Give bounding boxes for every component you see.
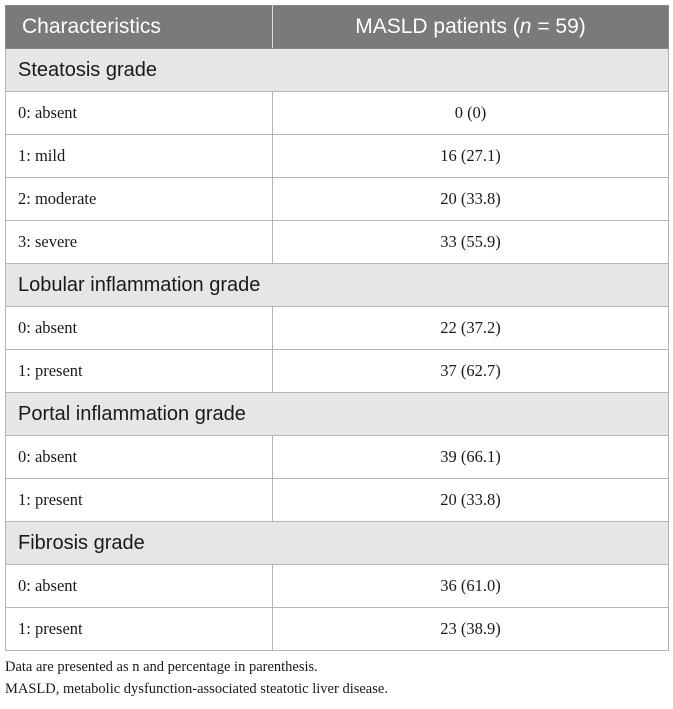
characteristics-table-container bbox=[5, 5, 668, 651]
row-value: 20 (33.8) bbox=[273, 178, 669, 221]
table-row bbox=[6, 565, 669, 608]
table-row bbox=[6, 221, 669, 264]
table-row bbox=[6, 350, 669, 393]
table-row bbox=[6, 608, 669, 651]
table-row bbox=[6, 178, 669, 221]
row-label: 0: absent bbox=[6, 565, 273, 608]
row-label: 0: absent bbox=[6, 307, 273, 350]
section-row-steatosis bbox=[6, 49, 669, 92]
header-masld-prefix: MASLD patients ( bbox=[355, 15, 520, 38]
row-value: 16 (27.1) bbox=[273, 135, 669, 178]
footnote-masld-abbreviation: MASLD, metabolic dysfunction-associated steatotic liver disease. bbox=[5, 681, 388, 697]
row-value: 0 (0) bbox=[273, 92, 669, 135]
row-label: 3: severe bbox=[6, 221, 273, 264]
table-row bbox=[6, 135, 669, 178]
table-row bbox=[6, 479, 669, 522]
table-row bbox=[6, 307, 669, 350]
section-title: Portal inflammation grade bbox=[6, 393, 669, 436]
row-label: 1: mild bbox=[6, 135, 273, 178]
section-title: Steatosis grade bbox=[6, 49, 669, 92]
section-title: Fibrosis grade bbox=[6, 522, 669, 565]
section-title: Lobular inflammation grade bbox=[6, 264, 669, 307]
characteristics-table bbox=[5, 5, 669, 651]
header-masld-suffix: = 59) bbox=[531, 15, 586, 38]
row-label: 1: present bbox=[6, 608, 273, 651]
table-row bbox=[6, 92, 669, 135]
footnote-data-presentation: Data are presented as n and percentage in parenthesis. bbox=[5, 659, 318, 675]
table-header-row bbox=[6, 6, 669, 49]
header-n-symbol: n bbox=[519, 15, 532, 38]
row-label: 2: moderate bbox=[6, 178, 273, 221]
row-label: 1: present bbox=[6, 479, 273, 522]
row-value: 37 (62.7) bbox=[273, 350, 669, 393]
row-label: 0: absent bbox=[6, 436, 273, 479]
row-value: 36 (61.0) bbox=[273, 565, 669, 608]
table-row bbox=[6, 436, 669, 479]
header-masld-patients bbox=[273, 6, 669, 49]
header-characteristics: Characteristics bbox=[6, 6, 273, 49]
row-value: 39 (66.1) bbox=[273, 436, 669, 479]
row-label: 1: present bbox=[6, 350, 273, 393]
section-row-portal-inflammation bbox=[6, 393, 669, 436]
row-value: 23 (38.9) bbox=[273, 608, 669, 651]
row-value: 20 (33.8) bbox=[273, 479, 669, 522]
section-row-fibrosis bbox=[6, 522, 669, 565]
section-row-lobular-inflammation bbox=[6, 264, 669, 307]
row-value: 33 (55.9) bbox=[273, 221, 669, 264]
row-label: 0: absent bbox=[6, 92, 273, 135]
row-value: 22 (37.2) bbox=[273, 307, 669, 350]
